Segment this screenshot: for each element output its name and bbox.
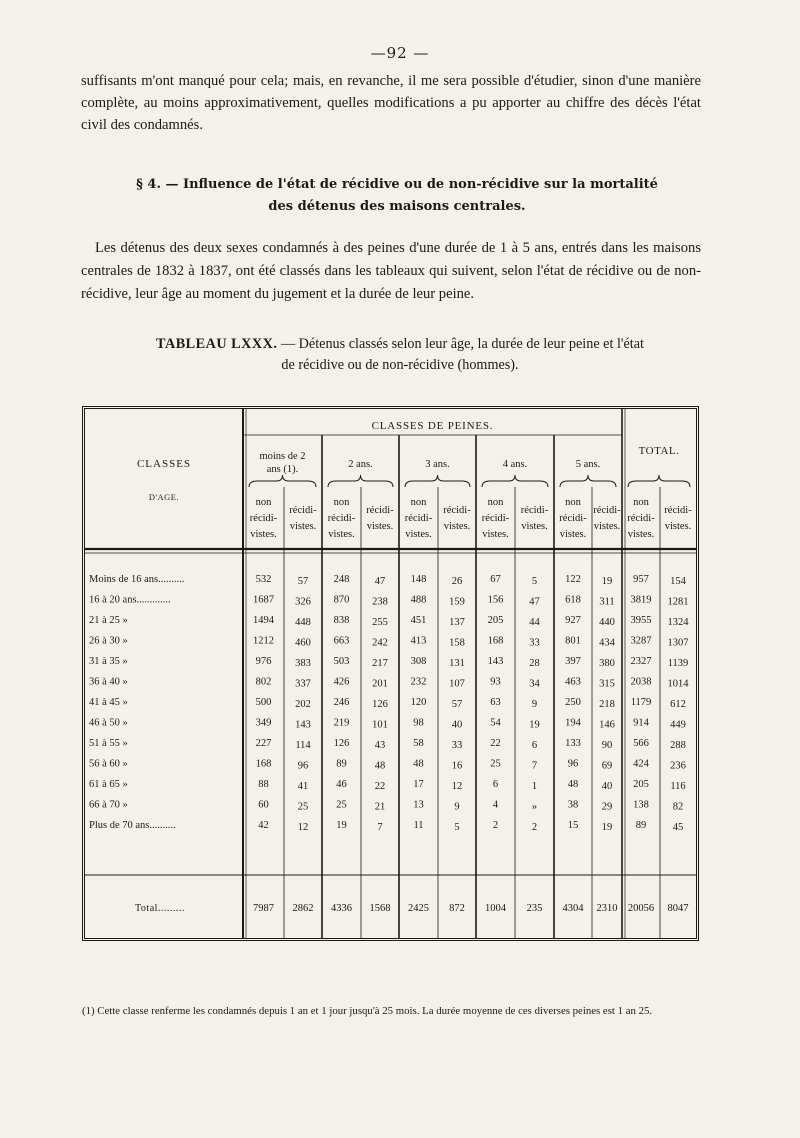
table-cell-value: 7 [531,760,538,772]
table-cell-value: 82 [672,801,684,813]
table-cell-value: 89 [635,820,647,831]
sub-header-recidivistes: vistes. [593,521,621,532]
table-cell-value: 48 [567,779,579,790]
sub-header-recidivistes: récidi- [289,505,317,516]
table-cell-value: 326 [295,596,311,608]
table-cell-value: 4 [492,799,499,811]
table-cell-value: 29 [601,801,613,813]
row-age-label: Moins de 16 ans.......... [89,574,185,585]
page-number: —92 — [370,44,430,62]
table-cell-value: 1687 [253,594,274,606]
row-age-label: 26 à 30 » [89,635,128,647]
sub-header-recidivistes: vistes. [664,521,692,532]
sub-header-non-recidivistes: vistes. [250,529,277,540]
table-cell-value: 116 [670,781,686,792]
table-cell-value: 870 [333,594,350,606]
table-cell-value: 914 [633,717,649,729]
table-cell-value: 663 [333,635,350,647]
table-caption-line-2: de récidive ou de non-récidive (hommes). [281,357,519,373]
table-cell-value: 96 [567,758,579,770]
table-cell-value: 566 [633,738,649,749]
row-age-label: 61 à 65 » [89,779,128,790]
table-cell-value: 448 [295,617,311,628]
table-cell-value: 503 [333,656,350,667]
table-cell-value: 114 [295,740,311,751]
table-cell-value: 1324 [667,617,689,628]
group-brace [628,475,690,487]
total-cell-value: 235 [526,903,543,914]
table-cell-value: 11 [413,820,424,831]
table-cell-value: 232 [410,676,427,688]
sub-header-recidivistes: vistes. [289,521,317,532]
table-cell-value: 48 [374,760,386,772]
sub-header-non-recidivistes: récidi- [249,513,278,524]
group-brace [560,475,616,487]
table-cell-value: 158 [449,637,465,649]
group-brace [249,475,316,487]
table-cell-value: 1179 [630,697,652,708]
total-cell-value: 2310 [596,903,618,914]
table-cell-value: 88 [258,779,269,790]
table-cell-value: 315 [599,678,615,690]
table-caption [110,334,690,376]
table-cell-value: 349 [255,717,272,729]
table-cell-value: 25 [490,758,501,770]
table-cell-value: 451 [410,615,427,626]
table-cell-value: 57 [451,699,463,710]
sub-header-recidivistes: vistes. [366,521,394,532]
total-cell-value: 872 [449,903,465,914]
table-cell-value: 242 [372,637,388,649]
table-cell-value: 255 [372,617,388,628]
table-cell-value: 21 [374,801,386,813]
row-age-label: 21 à 25 » [89,615,128,626]
table-cell-value: 148 [410,574,427,585]
sub-header-non-recidivistes: récidi- [627,513,655,524]
table-cell-value: 67 [490,574,501,585]
sub-header-recidivistes: récidi- [443,505,471,516]
table-cell-value: 69 [601,760,613,772]
table-cell-value: 802 [255,676,272,688]
duration-group-label: 2 ans. [348,459,373,470]
table-cell-value: 133 [565,738,581,749]
table-cell-value: 227 [255,738,272,749]
table-cell-value: 41 [297,781,309,792]
table-cell-value: 43 [374,740,386,751]
table-cell-value: 19 [601,576,613,587]
table-cell-value: 6 [531,740,538,751]
sub-header-recidivistes: vistes. [521,521,548,532]
table-cell-value: 26 [451,576,463,587]
total-cell-value: 1004 [485,903,506,914]
table-cell-value: 168 [487,635,504,647]
table-cell-value: 13 [413,799,424,811]
table-cell-value: 202 [295,699,311,710]
sub-header-non-recidivistes: non [410,497,427,508]
group-brace [328,475,393,487]
table-cell-value: 12 [297,822,309,833]
statistics-table-grid [85,409,696,938]
table-cell-value: 1 [531,781,538,792]
table-cell-value: 107 [449,678,465,690]
table-cell-value: 612 [670,699,686,710]
sub-header-non-recidivistes: récidi- [404,513,433,524]
table-cell-value: 58 [413,738,424,749]
table-cell-value: 63 [490,697,501,708]
table-cell-value: 460 [295,637,311,649]
table-cell-value: 33 [451,740,463,751]
table-cell-value: 380 [599,658,615,669]
table-cell-value: 122 [565,574,581,585]
table-cell-value: 120 [410,697,427,708]
table-cell-value: 25 [297,801,309,813]
table-cell-value: 383 [295,658,311,669]
section-heading-line-1: § 4. — Influence de l'état de récidive ou de non-récidive sur la mortalité [136,177,658,192]
table-cell-value: 1139 [667,658,689,669]
sub-header-non-recidivistes: vistes. [405,529,432,540]
sub-header-recidivistes: récidi- [664,505,692,516]
intro-paragraph: suffisants m'ont manqué pour cela; mais, en revanche, il me sera possible d'étudier, sinon d'une manière complète, au moins approximativement, quelles modifications a pu apporter au chiffre des décès l'état civil des condamnés. [81,73,701,133]
sub-header-non-recidivistes: non [333,497,350,508]
table-cell-value: 288 [670,740,686,751]
age-label: D'AGE. [148,492,180,502]
table-cell-value: 397 [565,656,581,667]
table-cell-value: 463 [565,676,581,688]
table-cell-value: 168 [255,758,272,770]
table-cell-value: 308 [410,656,427,667]
table-cell-value: 1014 [667,678,689,690]
table-caption-title: TABLEAU LXXX. [156,336,278,352]
table-cell-value: 126 [372,699,388,710]
row-age-label: 41 à 45 » [89,697,128,708]
table-cell-value: 22 [374,781,386,792]
table-cell-value: 17 [413,779,424,790]
table-cell-value: 838 [333,615,350,626]
table-cell-value: 98 [413,717,424,729]
table-cell-value: 957 [633,574,649,585]
table-cell-value: 38 [567,799,579,811]
sub-header-non-recidivistes: non [255,497,272,508]
table-cell-value: 42 [258,820,269,831]
sub-header-non-recidivistes: non [633,497,649,508]
table-cell-value: 205 [487,615,504,626]
table-cell-value: 9 [454,801,460,813]
body-paragraph: Les détenus des deux sexes condamnés à des peines d'une durée de 1 à 5 ans, entrés dans les maisons centrales de 1832 à 1837, ont été classés dans les tableaux qui suivent, selon l'état de récidive ou de non-récidive, leur âge au moment du jugement et la durée de leur peine. [81,240,701,302]
table-cell-value: 248 [333,574,350,585]
sub-header-non-recidivistes: vistes. [482,529,509,540]
table-cell-value: 48 [413,758,424,770]
table-cell-value: 54 [490,717,501,729]
table-cell-value: 238 [372,596,388,608]
table-cell-value: 46 [336,779,347,790]
table-cell-value: 96 [297,760,309,772]
row-age-label: 66 à 70 » [89,799,128,811]
table-cell-value: 1212 [253,635,274,647]
table-cell-value: 34 [529,678,540,690]
table-cell-value: 93 [490,676,501,688]
table-cell-value: 218 [599,699,615,710]
table-cell-value: 9 [531,699,538,710]
sub-header-non-recidivistes: récidi- [481,513,510,524]
table-cell-value: 976 [255,656,272,667]
table-cell-value: 89 [336,758,347,770]
sub-header-non-recidivistes: vistes. [328,529,355,540]
table-cell-value: 426 [333,676,350,688]
table-cell-value: 205 [633,779,649,790]
table-cell-value: 19 [336,820,347,831]
table-cell-value: 47 [529,596,540,608]
table-cell-value: 449 [670,719,686,731]
table-cell-value: 33 [529,637,540,649]
table-cell-value: 927 [565,615,581,626]
table-cell-value: 16 [451,760,463,772]
table-cell-value: 138 [633,799,649,811]
table-cell-value: 25 [336,799,347,811]
table-cell-value: 28 [529,658,540,669]
table-cell-value: 137 [449,617,465,628]
sub-header-recidivistes: récidi- [593,505,621,516]
table-cell-value: 126 [333,738,350,749]
table-cell-value: 424 [633,758,649,770]
table-cell-value: 156 [487,594,504,606]
table-cell-value: 801 [565,635,581,647]
total-row-label: Total......... [135,903,185,914]
table-cell-value: 194 [565,717,581,729]
total-cell-value: 4336 [331,903,352,914]
table-cell-value: 500 [255,697,272,708]
table-cell-value: 1281 [667,596,689,608]
total-cell-value: 2425 [408,903,429,914]
table-cell-value: 236 [670,760,686,772]
table-cell-value: 143 [487,656,504,667]
table-cell-value: 2 [492,820,499,831]
total-heading: TOTAL. [638,445,680,457]
table-cell-value: 146 [599,719,615,731]
table-cell-value: » [531,801,538,813]
table-cell-value: 618 [565,594,581,606]
table-cell-value: 3287 [630,635,652,647]
sub-header-non-recidivistes: vistes. [627,529,655,540]
table-cell-value: 3819 [630,594,652,606]
table-cell-value: 2327 [630,656,652,667]
table-cell-value: 246 [333,697,350,708]
duration-group-label: 5 ans. [575,459,601,470]
sub-header-non-recidivistes: récidi- [559,513,587,524]
row-age-label: Plus de 70 ans.......... [89,820,176,831]
table-cell-value: 219 [333,717,350,729]
table-cell-value: 1307 [667,637,689,649]
classes-label: CLASSES [136,458,192,470]
table-cell-value: 154 [670,576,686,587]
total-cell-value: 20056 [627,903,655,914]
row-age-label: 46 à 50 » [89,717,128,729]
table-cell-value: 5 [454,822,460,833]
table-cell-value: 5 [531,576,538,587]
sub-header-non-recidivistes: non [487,497,504,508]
table-cell-value: 250 [565,697,581,708]
sub-header-recidivistes: récidi- [520,505,549,516]
total-cell-value: 2862 [292,903,314,914]
table-cell-value: 22 [490,738,501,749]
table-cell-value: 532 [255,574,272,585]
table-cell-value: 488 [410,594,427,606]
table-cell-value: 45 [672,822,684,833]
row-age-label: 51 à 55 » [89,738,128,749]
table-cell-value: 1494 [253,615,274,626]
statistics-table [82,406,699,941]
table-cell-value: 6 [492,779,499,790]
table-cell-value: 311 [599,596,615,608]
duration-group-label: 4 ans. [502,459,528,470]
table-cell-value: 434 [599,637,615,649]
table-cell-value: 3955 [630,615,652,626]
table-caption-text: — Détenus classés selon leur âge, la durée de leur peine et l'état [277,336,644,352]
table-cell-value: 413 [410,635,427,647]
table-cell-value: 217 [372,658,388,669]
table-cell-value: 440 [599,617,615,628]
duration-group-label: moins de 2 [259,451,306,462]
table-cell-value: 2038 [630,676,652,688]
classes-de-peines-heading: CLASSES DE PEINES. [371,420,494,432]
total-cell-value: 4304 [562,903,584,914]
sub-header-recidivistes: récidi- [366,505,394,516]
group-brace [482,475,548,487]
total-cell-value: 8047 [667,903,689,914]
table-cell-value: 159 [449,596,465,608]
table-cell-value: 201 [372,678,388,690]
table-cell-value: 40 [601,781,613,792]
table-cell-value: 7 [377,822,383,833]
section-heading-line-2: des détenus des maisons centrales. [268,199,526,214]
sub-header-non-recidivistes: non [565,497,581,508]
row-age-label: 36 à 40 » [89,676,128,688]
table-cell-value: 60 [258,799,269,811]
table-cell-value: 57 [297,576,309,587]
table-cell-value: 19 [601,822,613,833]
sub-header-recidivistes: vistes. [443,521,471,532]
table-cell-value: 15 [567,820,579,831]
table-cell-value: 131 [449,658,465,669]
sub-header-non-recidivistes: vistes. [559,529,587,540]
duration-group-label: ans (1). [266,464,299,475]
total-cell-value: 7987 [253,903,274,914]
total-cell-value: 1568 [369,903,391,914]
table-cell-value: 2 [531,822,538,833]
duration-group-label: 3 ans. [425,459,450,470]
table-cell-value: 101 [372,719,388,731]
section-heading [92,174,702,218]
table-cell-value: 90 [601,740,613,751]
sub-header-non-recidivistes: récidi- [327,513,356,524]
row-age-label: 56 à 60 » [89,758,128,770]
table-cell-value: 12 [451,781,463,792]
table-cell-value: 337 [295,678,311,690]
table-cell-value: 44 [529,617,540,628]
footnote: (1) Cette classe renferme les condamnés depuis 1 an et 1 jour jusqu'à 25 mois. La durée moyenne de ces diverses peines est 1 an 25. [82,1005,653,1017]
table-cell-value: 47 [374,576,386,587]
table-cell-value: 143 [295,719,311,731]
group-brace [405,475,470,487]
row-age-label: 31 à 35 » [89,656,128,667]
row-age-label: 16 à 20 ans............. [89,594,171,606]
table-cell-value: 40 [451,719,463,731]
table-cell-value: 19 [529,719,540,731]
